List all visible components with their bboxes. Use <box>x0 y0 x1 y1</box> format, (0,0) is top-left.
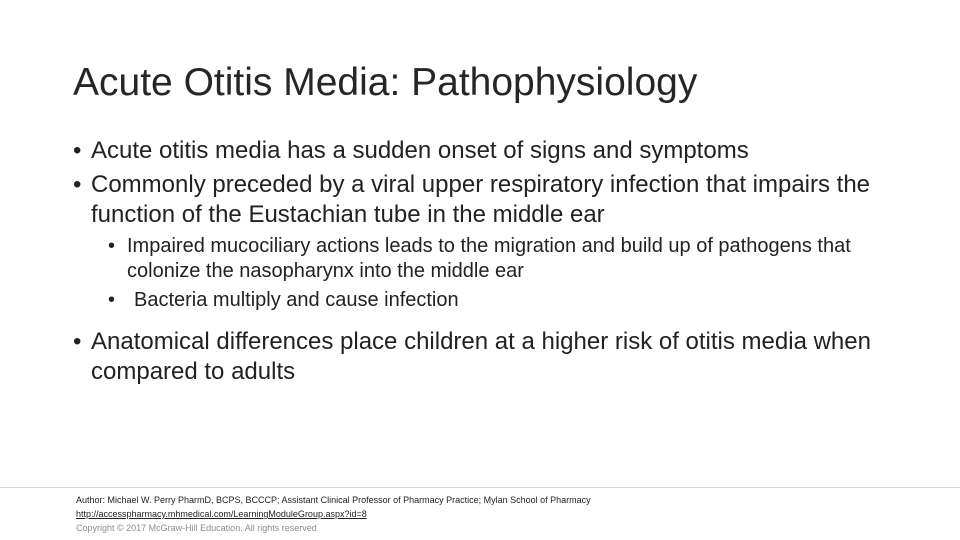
slide-title: Acute Otitis Media: Pathophysiology <box>73 61 698 104</box>
footer <box>76 493 591 535</box>
slide-body <box>73 136 893 387</box>
sub-bullet-text: Impaired mucociliary actions leads to the migration and build up of pathogens that colonize the nasopharynx into the middle ear <box>127 235 851 282</box>
bullet-marker: • <box>73 328 82 355</box>
footer-author: Author: Michael W. Perry PharmD, BCPS, BCCCP; Assistant Clinical Professor of Pharmacy Practice; Mylan School of Pharmacy <box>76 495 591 505</box>
bullet-marker: • <box>108 235 116 257</box>
bullet-item <box>73 327 893 387</box>
bullet-item <box>73 170 893 230</box>
bullet-marker: • <box>73 137 82 164</box>
sub-bullet-text: Bacteria multiply and cause infection <box>134 289 459 311</box>
sub-bullet-item <box>108 234 893 284</box>
sub-bullet-item <box>108 288 893 313</box>
bullet-marker: • <box>73 171 82 198</box>
bullet-text: Commonly preceded by a viral upper respiratory infection that impairs the function of the Eustachian tube in the middle ear <box>91 171 871 228</box>
footer-link[interactable]: http://accesspharmacy.mhmedical.com/LearningModuleGroup.aspx?id=8 <box>76 509 367 519</box>
bullet-text: Anatomical differences place children at a higher risk of otitis media when compared to adults <box>91 328 871 385</box>
footer-copyright: Copyright © 2017 McGraw-Hill Education. All rights reserved <box>76 523 317 533</box>
bullet-item <box>73 136 893 166</box>
footer-divider <box>0 487 960 488</box>
bullet-text: Acute otitis media has a sudden onset of signs and symptoms <box>91 137 749 164</box>
bullet-marker: • <box>108 289 116 311</box>
